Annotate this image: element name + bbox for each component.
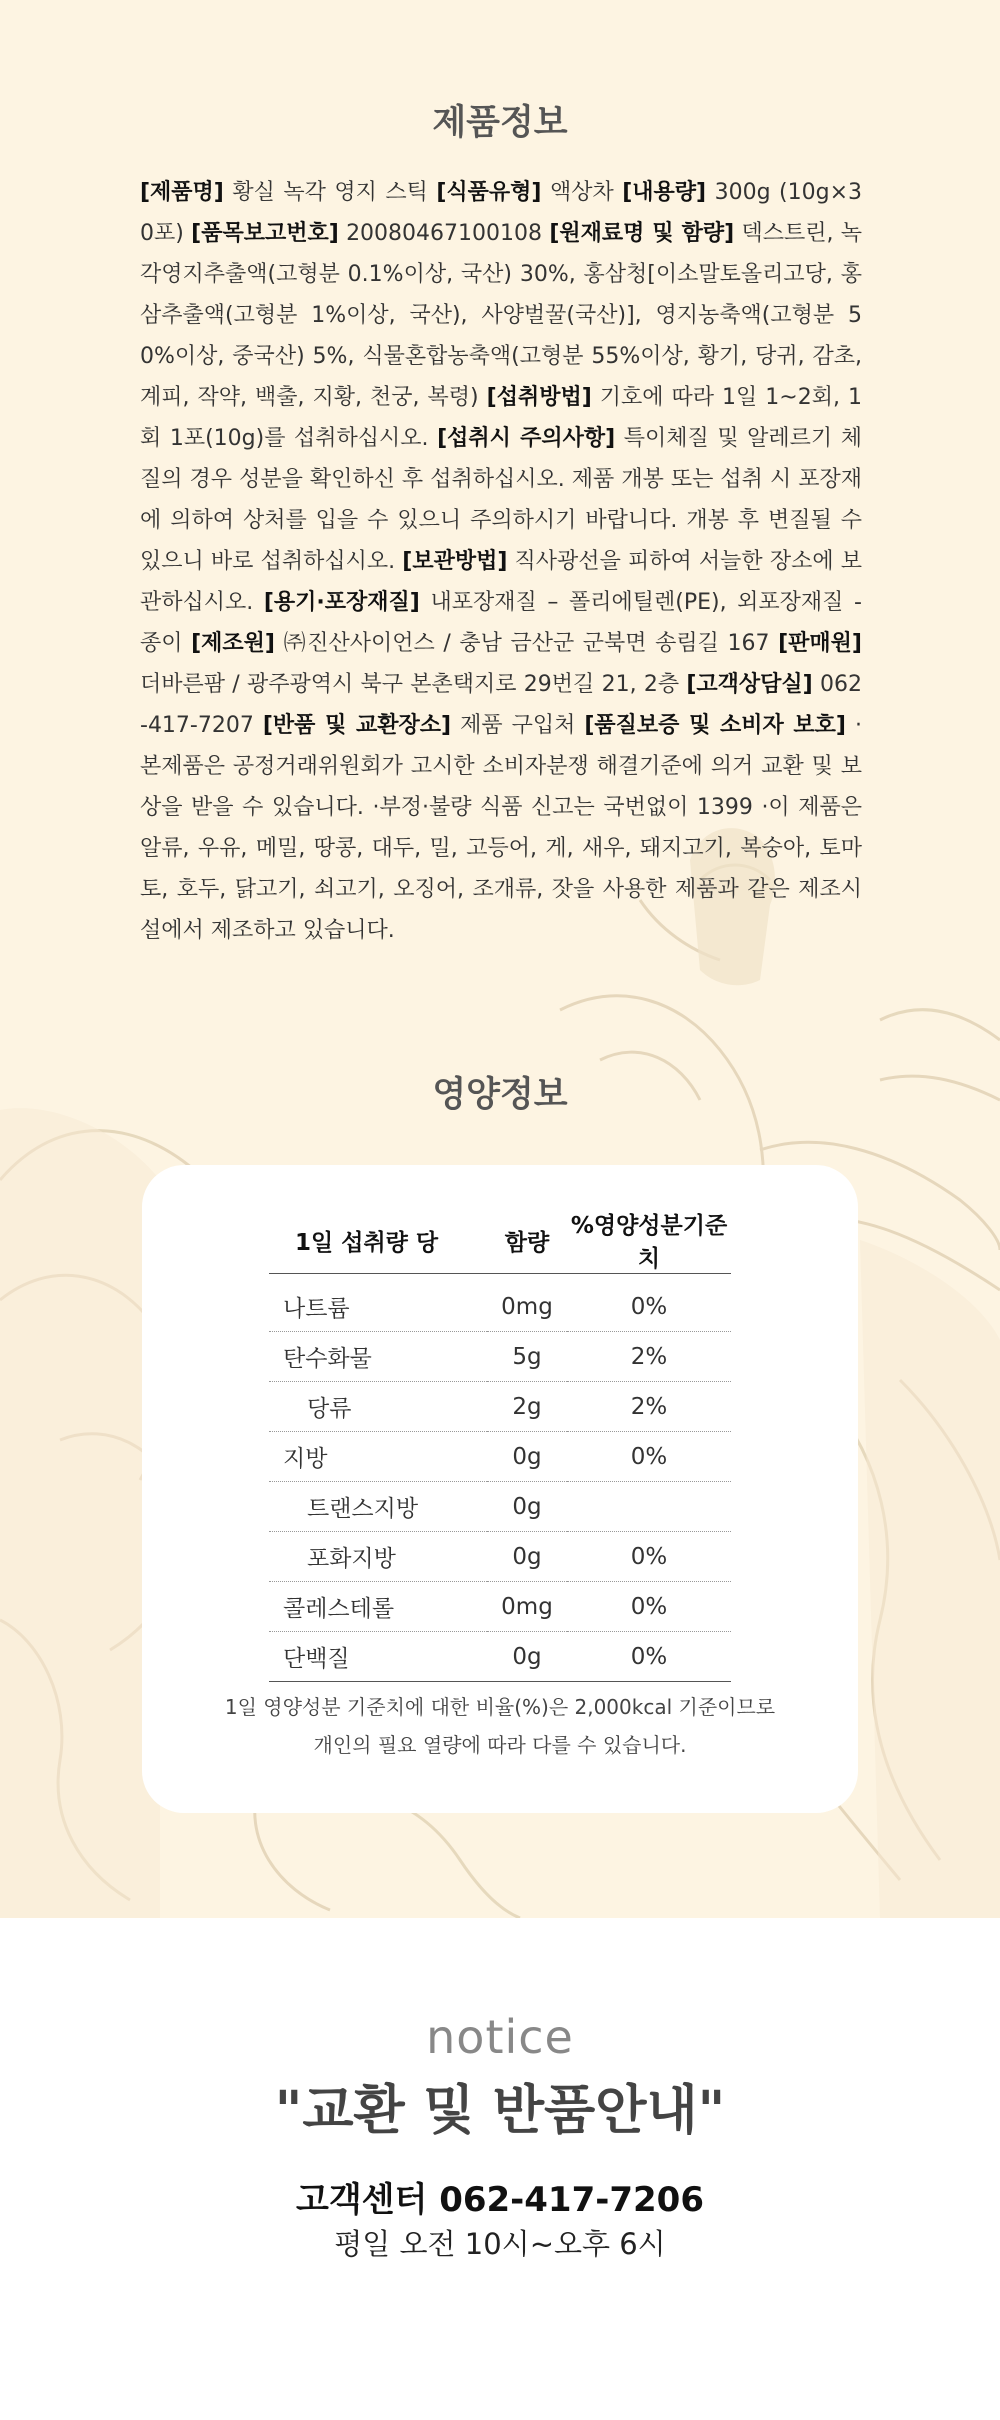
- nutrition-table: [269, 1207, 731, 1682]
- footnote-line-2: 개인의 필요 열량에 따라 다를 수 있습니다.: [313, 1733, 687, 1757]
- nutrient-percent: 0%: [567, 1582, 731, 1632]
- header-amount: 함량: [487, 1207, 567, 1274]
- nutrient-percent: 2%: [567, 1382, 731, 1432]
- nutrient-amount: 0mg: [487, 1582, 567, 1632]
- table-row: [269, 1432, 731, 1482]
- info-value: 액상차: [541, 180, 623, 205]
- table-row: [269, 1274, 731, 1332]
- nutrient-percent: 0%: [567, 1274, 731, 1332]
- info-label: [원재료명 및 함량]: [549, 221, 735, 246]
- nutrient-name: 나트륨: [269, 1274, 487, 1332]
- product-info-title: 제품정보: [432, 103, 568, 143]
- info-value: 더바른팜 / 광주광역시 북구 본촌택지로 29번길 21, 2층: [140, 672, 687, 697]
- nutrient-amount: 0g: [487, 1432, 567, 1482]
- nutrition-title: 영양정보: [432, 1075, 568, 1115]
- customer-center-hours: 평일 오전 10시~오후 6시: [334, 2227, 666, 2261]
- info-label: [고객상담실]: [686, 672, 813, 697]
- customer-center-phone: 고객센터 062-417-7206: [295, 2180, 704, 2220]
- header-serving: 1일 섭취량 당: [269, 1207, 487, 1274]
- nutrient-percent: 0%: [567, 1532, 731, 1582]
- header-daily-value: %영양성분기준치: [567, 1207, 731, 1274]
- table-row: [269, 1332, 731, 1382]
- info-value: 직사광선을 피하여 서늘한 장소에 보관하십시오.: [140, 549, 862, 615]
- nutrient-name: 당류: [269, 1382, 487, 1432]
- nutrition-card: [142, 1165, 858, 1813]
- footnote-line-1: 1일 영양성분 기준치에 대한 비율(%)은 2,000kcal 기준이므로: [224, 1695, 776, 1719]
- table-row: [269, 1632, 731, 1682]
- info-label: [제품명]: [140, 180, 224, 205]
- nutrition-footnote: [142, 1688, 858, 1764]
- nutrient-percent: 2%: [567, 1332, 731, 1382]
- nutrient-name: 포화지방: [269, 1532, 487, 1582]
- info-label: [보관방법]: [402, 549, 508, 574]
- notice-subtitle: notice: [426, 2010, 574, 2064]
- info-label: [식품유형]: [436, 180, 542, 205]
- info-value: 062-417-7207: [140, 672, 862, 738]
- nutrient-amount: 0mg: [487, 1274, 567, 1332]
- info-label: [내용량]: [622, 180, 707, 205]
- nutrient-percent: [567, 1482, 731, 1532]
- table-row: [269, 1532, 731, 1582]
- info-label: [품질보증 및 소비자 보호]: [584, 713, 846, 738]
- notice-title: "교환 및 반품안내": [274, 2080, 726, 2141]
- info-label: [섭취방법]: [486, 385, 592, 410]
- nutrient-name: 트랜스지방: [269, 1482, 487, 1532]
- info-value: 황실 녹각 영지 스틱: [223, 180, 437, 205]
- info-value: 내포장재질 – 폴리에틸렌(PE), 외포장재질 - 종이: [140, 590, 862, 656]
- nutrient-amount: 0g: [487, 1482, 567, 1532]
- info-value: 300g (10g×30포): [140, 180, 863, 246]
- info-label: [반품 및 교환장소]: [262, 713, 452, 738]
- info-value: ·본제품은 공정거래위원회가 고시한 소비자분쟁 해결기준에 의거 교환 및 보상을 받을 수 있습니다. ·부정·불량 식품 신고는 국번없이 1399 ·이 제품은 알류, 우유, 메밀, 땅콩, 대두, 밀, 고등어, 게, 새우, 돼지고기, 복숭아, 토마토, 호두, 닭고기, 쇠고기, 오징어, 조개류, 잣을 사용한 제품과 같은 제조시설에서 제조하고 있습니다.: [140, 713, 862, 943]
- nutrient-name: 탄수화물: [269, 1332, 487, 1382]
- info-value: 20080467100108: [338, 221, 550, 246]
- info-label: [제조원]: [191, 631, 275, 656]
- nutrient-amount: 0g: [487, 1532, 567, 1582]
- table-row: [269, 1582, 731, 1632]
- info-label: [섭취시 주의사항]: [437, 426, 616, 451]
- info-label: [판매원]: [778, 631, 862, 656]
- info-value: ㈜진산사이언스 / 충남 금산군 군북면 송림길 167: [274, 631, 779, 656]
- info-value: 특이체질 및 알레르기 체질의 경우 성분을 확인하신 후 섭취하십시오. 제품 개봉 또는 섭취 시 포장재에 의하여 상처를 입을 수 있으니 주의하시기 바랍니다. 개봉 후 변질될 수 있으니 바로 섭취하십시오.: [140, 426, 862, 574]
- product-info-text: [140, 172, 862, 951]
- info-label: [품목보고번호]: [191, 221, 339, 246]
- nutrient-percent: 0%: [567, 1632, 731, 1682]
- nutrient-amount: 0g: [487, 1632, 567, 1682]
- table-row: [269, 1482, 731, 1532]
- info-label: [용기·포장재질]: [263, 590, 420, 615]
- info-value: 제품 구입처: [451, 713, 585, 738]
- nutrient-amount: 2g: [487, 1382, 567, 1432]
- nutrient-amount: 5g: [487, 1332, 567, 1382]
- nutrient-name: 단백질: [269, 1632, 487, 1682]
- nutrient-name: 콜레스테롤: [269, 1582, 487, 1632]
- info-value: 기호에 따라 1일 1~2회, 1회 1포(10g)를 섭취하십시오.: [140, 385, 862, 451]
- nutrient-name: 지방: [269, 1432, 487, 1482]
- info-value: 덱스트린, 녹각영지추출액(고형분 0.1%이상, 국산) 30%, 홍삼청[이소말토올리고당, 홍삼추출액(고형분 1%이상, 국산), 사양벌꿀(국산)], 영지농축액(고형분 50%이상, 중국산) 5%, 식물혼합농축액(고형분 55%이상, 황기, 당귀, 감초, 계피, 작약, 백출, 지황, 천궁, 복령): [140, 221, 862, 410]
- nutrition-header-row: [269, 1207, 731, 1274]
- table-row: [269, 1382, 731, 1432]
- nutrient-percent: 0%: [567, 1432, 731, 1482]
